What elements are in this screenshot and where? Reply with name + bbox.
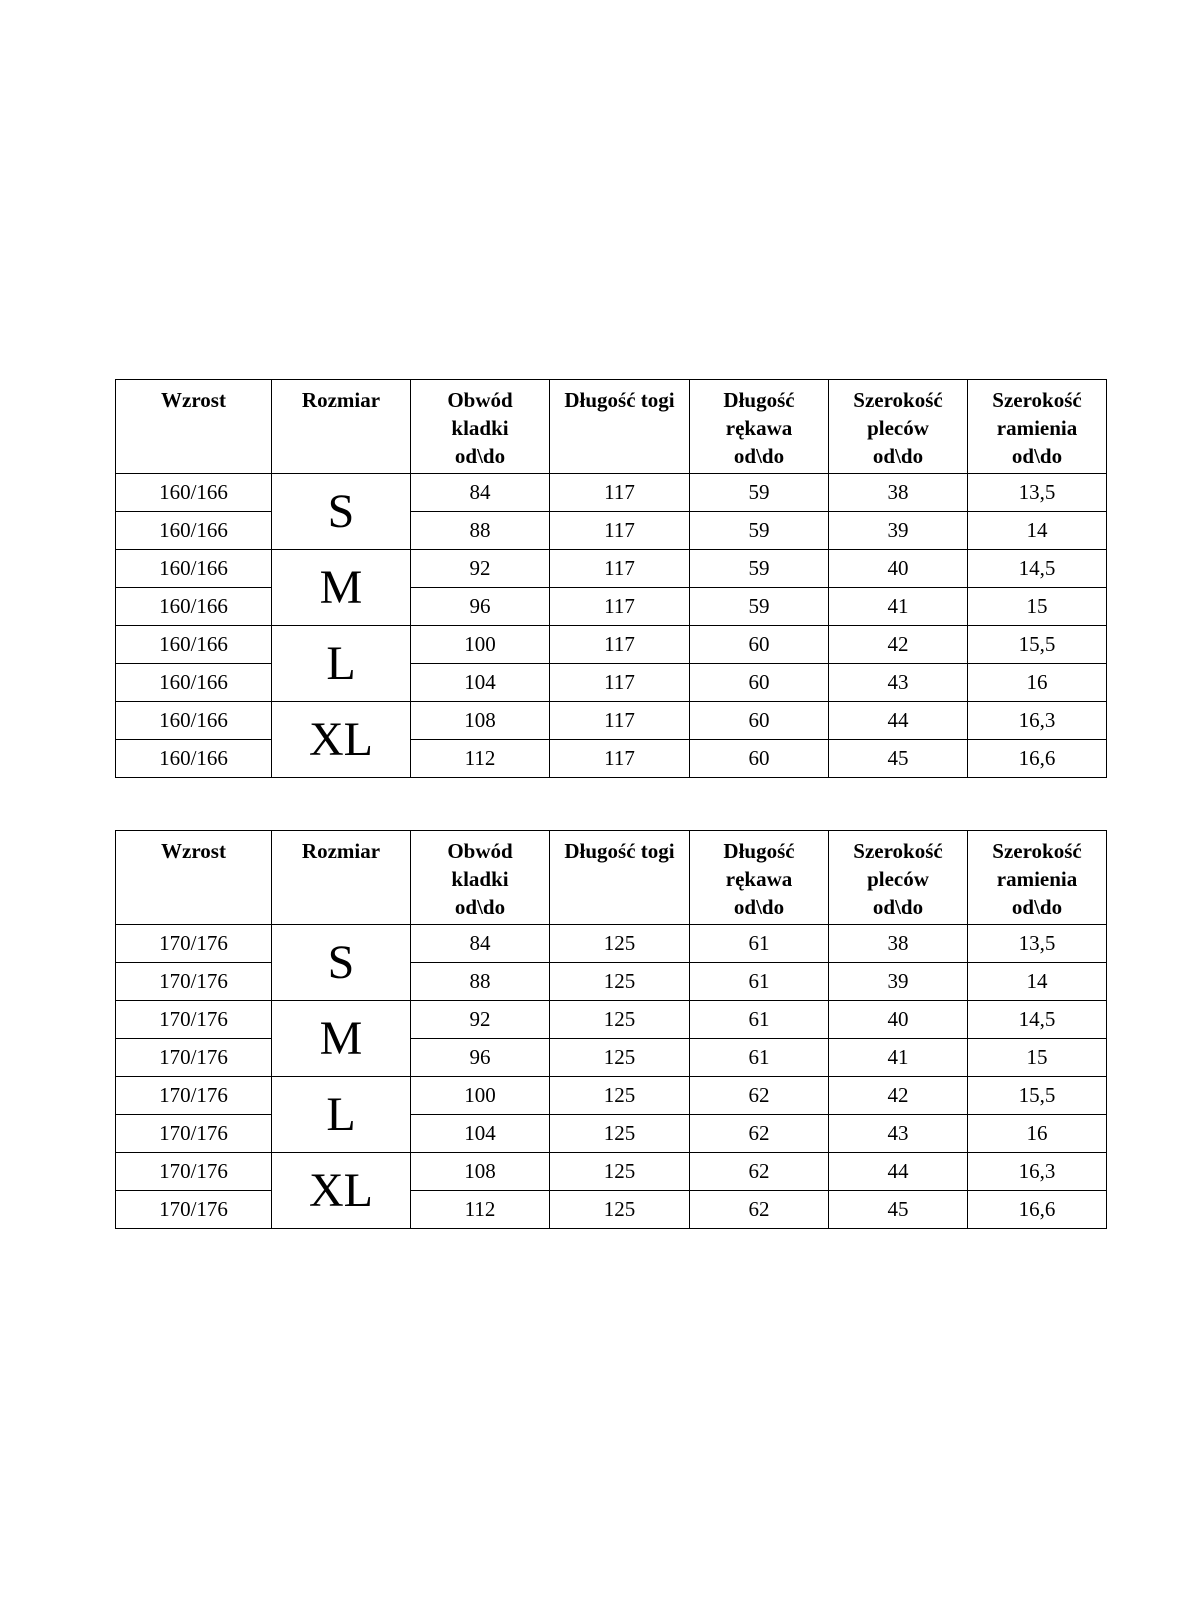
cell-dlugosc-rekawa: 60 [690,626,829,664]
cell-obwod-kladki: 112 [411,1191,550,1229]
header-line: Szerokość [992,839,1082,863]
header-line: od\do [733,444,785,468]
header-line: Obwód [447,839,513,863]
header-dlugosc-togi [550,380,690,474]
cell-dlugosc-togi: 117 [550,550,690,588]
cell-obwod-kladki: 96 [411,1039,550,1077]
cell-szerokosc-ramienia: 16,3 [968,702,1107,740]
cell-dlugosc-rekawa: 61 [690,1039,829,1077]
cell-dlugosc-togi: 125 [550,963,690,1001]
size-table-1 [115,379,1107,778]
header-line: Wzrost [161,388,226,412]
cell-szerokosc-plecow: 38 [829,925,968,963]
header-line: rękawa [725,867,793,891]
cell-szerokosc-plecow: 42 [829,1077,968,1115]
cell-wzrost: 170/176 [116,1115,272,1153]
cell-szerokosc-plecow: 41 [829,1039,968,1077]
table-row [116,512,1107,550]
table-row [116,963,1107,1001]
header-line: Długość togi [564,388,675,412]
header-line: od\do [1011,895,1063,919]
table-row [116,550,1107,588]
table-row [116,1001,1107,1039]
header-szerokosc-ramienia [968,380,1107,474]
header-line: pleców [867,416,929,440]
header-rozmiar [272,380,411,474]
cell-dlugosc-togi: 117 [550,588,690,626]
header-line: Rozmiar [301,388,381,412]
cell-wzrost: 170/176 [116,1001,272,1039]
header-line: Szerokość [992,388,1082,412]
cell-obwod-kladki: 112 [411,740,550,778]
table-row [116,1039,1107,1077]
cell-rozmiar: XL [272,1153,411,1229]
cell-wzrost: 170/176 [116,963,272,1001]
cell-dlugosc-togi: 125 [550,1039,690,1077]
header-row [116,831,1107,925]
cell-dlugosc-togi: 125 [550,1115,690,1153]
header-wzrost [116,380,272,474]
cell-szerokosc-ramienia: 14 [968,963,1107,1001]
header-dlugosc-rekawa [690,831,829,925]
header-line: od\do [454,444,506,468]
header-line: od\do [872,444,924,468]
cell-wzrost: 170/176 [116,1153,272,1191]
header-dlugosc-rekawa [690,380,829,474]
header-line: kladki [451,416,509,440]
header-line: od\do [1011,444,1063,468]
header-obwod-kladki [411,831,550,925]
cell-szerokosc-ramienia: 16,6 [968,740,1107,778]
cell-wzrost: 170/176 [116,1077,272,1115]
cell-wzrost: 170/176 [116,1191,272,1229]
cell-rozmiar: L [272,626,411,702]
cell-szerokosc-plecow: 43 [829,664,968,702]
cell-szerokosc-ramienia: 15 [968,1039,1107,1077]
cell-szerokosc-ramienia: 16,6 [968,1191,1107,1229]
table-row [116,626,1107,664]
header-line: Rozmiar [301,839,381,863]
header-rozmiar [272,831,411,925]
cell-obwod-kladki: 96 [411,588,550,626]
cell-obwod-kladki: 84 [411,925,550,963]
cell-obwod-kladki: 108 [411,1153,550,1191]
header-line: Długość [723,388,795,412]
cell-szerokosc-ramienia: 13,5 [968,925,1107,963]
cell-wzrost: 160/166 [116,740,272,778]
header-line: ramienia [996,867,1078,891]
cell-dlugosc-togi: 125 [550,1001,690,1039]
cell-wzrost: 160/166 [116,512,272,550]
cell-obwod-kladki: 104 [411,1115,550,1153]
cell-rozmiar: S [272,925,411,1001]
cell-szerokosc-plecow: 39 [829,963,968,1001]
cell-wzrost: 160/166 [116,664,272,702]
cell-dlugosc-rekawa: 60 [690,702,829,740]
cell-obwod-kladki: 104 [411,664,550,702]
cell-szerokosc-plecow: 45 [829,1191,968,1229]
cell-szerokosc-plecow: 45 [829,740,968,778]
table-row [116,702,1107,740]
cell-dlugosc-rekawa: 62 [690,1191,829,1229]
cell-dlugosc-togi: 125 [550,1077,690,1115]
cell-obwod-kladki: 84 [411,474,550,512]
header-szerokosc-plecow [829,380,968,474]
cell-szerokosc-plecow: 44 [829,1153,968,1191]
cell-szerokosc-plecow: 44 [829,702,968,740]
cell-dlugosc-rekawa: 61 [690,1001,829,1039]
cell-szerokosc-ramienia: 15,5 [968,1077,1107,1115]
header-line: od\do [733,895,785,919]
cell-dlugosc-rekawa: 62 [690,1115,829,1153]
cell-dlugosc-rekawa: 59 [690,550,829,588]
header-line: od\do [872,895,924,919]
cell-wzrost: 170/176 [116,925,272,963]
cell-obwod-kladki: 100 [411,1077,550,1115]
header-line: Wzrost [161,839,226,863]
table-row [116,740,1107,778]
header-line: rękawa [725,416,793,440]
cell-dlugosc-rekawa: 62 [690,1077,829,1115]
table-row [116,474,1107,512]
cell-dlugosc-togi: 117 [550,626,690,664]
cell-dlugosc-togi: 117 [550,702,690,740]
header-line: kladki [451,867,509,891]
cell-obwod-kladki: 100 [411,626,550,664]
cell-dlugosc-togi: 125 [550,1153,690,1191]
cell-dlugosc-rekawa: 59 [690,474,829,512]
size-table-2 [115,830,1107,1229]
header-line: Długość [723,839,795,863]
table-row [116,1153,1107,1191]
cell-obwod-kladki: 108 [411,702,550,740]
table-row [116,1191,1107,1229]
cell-obwod-kladki: 92 [411,550,550,588]
table-row [116,664,1107,702]
cell-szerokosc-plecow: 38 [829,474,968,512]
cell-dlugosc-togi: 117 [550,664,690,702]
cell-szerokosc-plecow: 41 [829,588,968,626]
header-line: ramienia [996,416,1078,440]
cell-wzrost: 160/166 [116,550,272,588]
cell-dlugosc-togi: 125 [550,925,690,963]
cell-rozmiar: XL [272,702,411,778]
cell-wzrost: 160/166 [116,626,272,664]
cell-dlugosc-rekawa: 61 [690,925,829,963]
cell-wzrost: 160/166 [116,702,272,740]
table-row [116,1115,1107,1153]
cell-obwod-kladki: 88 [411,963,550,1001]
cell-szerokosc-ramienia: 15,5 [968,626,1107,664]
header-line: Długość togi [564,839,675,863]
header-line: od\do [454,895,506,919]
cell-rozmiar: S [272,474,411,550]
cell-szerokosc-ramienia: 15 [968,588,1107,626]
cell-szerokosc-ramienia: 14 [968,512,1107,550]
cell-rozmiar: M [272,550,411,626]
cell-dlugosc-rekawa: 59 [690,512,829,550]
cell-dlugosc-togi: 117 [550,512,690,550]
cell-dlugosc-togi: 117 [550,474,690,512]
cell-wzrost: 160/166 [116,474,272,512]
cell-szerokosc-plecow: 40 [829,550,968,588]
cell-dlugosc-togi: 125 [550,1191,690,1229]
header-szerokosc-plecow [829,831,968,925]
cell-szerokosc-ramienia: 16 [968,664,1107,702]
cell-dlugosc-togi: 117 [550,740,690,778]
cell-szerokosc-plecow: 43 [829,1115,968,1153]
header-obwod-kladki [411,380,550,474]
cell-szerokosc-ramienia: 13,5 [968,474,1107,512]
cell-szerokosc-ramienia: 14,5 [968,550,1107,588]
header-line: pleców [867,867,929,891]
cell-dlugosc-rekawa: 60 [690,664,829,702]
cell-szerokosc-ramienia: 16 [968,1115,1107,1153]
cell-szerokosc-plecow: 39 [829,512,968,550]
header-dlugosc-togi [550,831,690,925]
cell-dlugosc-rekawa: 60 [690,740,829,778]
table-row [116,1077,1107,1115]
header-szerokosc-ramienia [968,831,1107,925]
table-row [116,588,1107,626]
cell-dlugosc-rekawa: 61 [690,963,829,1001]
header-row [116,380,1107,474]
cell-wzrost: 170/176 [116,1039,272,1077]
table-row [116,925,1107,963]
cell-wzrost: 160/166 [116,588,272,626]
cell-obwod-kladki: 88 [411,512,550,550]
cell-szerokosc-ramienia: 14,5 [968,1001,1107,1039]
cell-obwod-kladki: 92 [411,1001,550,1039]
header-wzrost [116,831,272,925]
cell-rozmiar: L [272,1077,411,1153]
cell-dlugosc-rekawa: 59 [690,588,829,626]
header-line: Szerokość [853,388,943,412]
cell-szerokosc-plecow: 40 [829,1001,968,1039]
header-line: Szerokość [853,839,943,863]
header-line: Obwód [447,388,513,412]
cell-szerokosc-ramienia: 16,3 [968,1153,1107,1191]
cell-szerokosc-plecow: 42 [829,626,968,664]
cell-rozmiar: M [272,1001,411,1077]
cell-dlugosc-rekawa: 62 [690,1153,829,1191]
